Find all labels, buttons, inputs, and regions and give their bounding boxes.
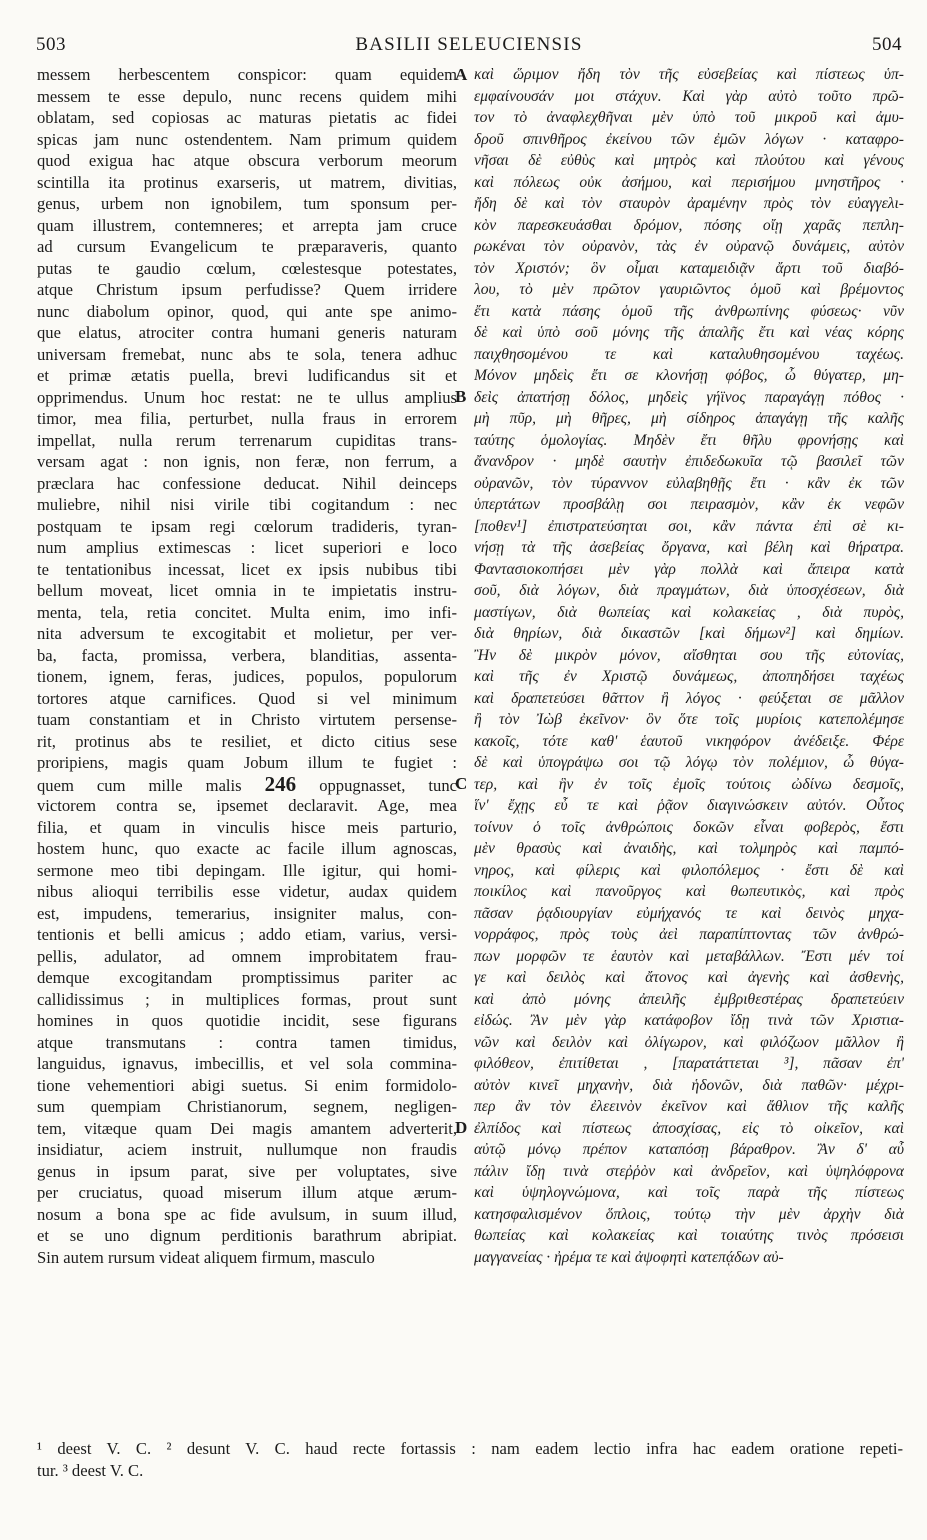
greek-text-line: πων μορφῶν τε ἑαυτὸν καὶ μεταβάλλων. Ἔστι μέν τοί bbox=[474, 947, 904, 965]
greek-text-line: κακοῖς, τότε καθ' ἑαυτοῦ νικηφόρον ἀνέδειξε. Φέρε bbox=[474, 732, 904, 750]
latin-text-line: universam fremebat, nunc abs te sola, tenera adhuc bbox=[37, 344, 457, 364]
greek-text-line: φιλόθεον, ἐπιτίθεται , [παρατάττεται ³], πᾶσαν ἐπ' bbox=[474, 1055, 904, 1072]
footnote-line: tur. ³ deest V. C. bbox=[37, 1461, 144, 1480]
greek-text-line: Μόνον μηδεὶς ἔτι σε κλονήσῃ φόβος, ὦ θύγατερ, μη- bbox=[474, 367, 904, 384]
latin-text-line: ad cursum Evangelicum te præparaveris, quanto bbox=[37, 237, 457, 256]
greek-text-line: πάλιν ἴδῃ τινὰ στεῤῥὸν καὶ ἀνδρεῖον, καὶ ὑψηλόφρονα bbox=[474, 1162, 904, 1180]
greek-text-line: καὶ δραπετεύσει θᾶττον ἢ λόγος · φεύξεται σε μᾶλλον bbox=[474, 689, 904, 707]
latin-text-line: nosum a bona spe ac fide avulsum, in suum illud, bbox=[37, 1204, 457, 1224]
greek-text-line: ἵν' ἔχῃς εὖ τε καὶ ῥᾷον διαγινώσκειν αὐτόν. Οὗτος bbox=[474, 797, 904, 814]
greek-text-line: ἄνανδρον · μηδὲ σαυτὴν ἐπιδεδωκυῖα τῷ βασιλεῖ τῶν bbox=[474, 453, 904, 470]
latin-text-line: muliebre, nihil nisi virile tibi cogitandum : nec bbox=[37, 495, 457, 514]
greek-text-line: κατησφαλισμένον ὅπλοις, τούτῳ τὴν μὲν ἀρχὴν διὰ bbox=[474, 1205, 904, 1223]
greek-text-line: μὲν θρασὺς καὶ ἀναιδὴς, καὶ τολμηρὸς καὶ παμπό- bbox=[474, 840, 904, 857]
page-number-left: 503 bbox=[36, 34, 66, 55]
latin-text-line: que elatus, atrociter contra humani generis naturam bbox=[37, 323, 457, 342]
greek-text-line: τον τὸ ἀναφλεχθῆναι μὲν ὑπὸ τοῦ μικροῦ καὶ ἀμυ- bbox=[474, 109, 904, 126]
latin-text-line: hostem hunc, quo exacte ac facile illum agnoscas, bbox=[37, 839, 457, 858]
greek-text-line: ὑπερτάτων προσβάλῃ σοι πειρασμὸν, κἂν ἐκ νεφῶν bbox=[474, 496, 904, 513]
margin-marker-a: A bbox=[455, 65, 468, 84]
greek-text-line: νορράφος, πρὸς τοὺς ἀεὶ παραπίπτοντας τῶν ἀνθρώ- bbox=[474, 926, 904, 943]
greek-text-line: καὶ ὑψηλογνώμονα, καὶ τοῖς παρὰ τῆς πίστεως bbox=[474, 1184, 904, 1201]
latin-text-line: filia, et quam in vinculis hisce meis parturio, bbox=[37, 817, 457, 837]
latin-text-line: oblatam, sed copiosas ac maturas pietatis ac fidei bbox=[37, 108, 457, 127]
greek-text-line: νήσῃ τὰ τῆς ἀσεβείας ὄργανα, καὶ βέλη καὶ θήρατρα. bbox=[474, 539, 904, 556]
latin-text-line: callidissimus ; in multiplices formas, prout sunt bbox=[37, 989, 457, 1009]
latin-text-line: atque Christum ipsum perfudisse? Quem irridere bbox=[37, 280, 457, 299]
latin-text-line: tionem, ignem, feras, judices, populos, populorum bbox=[37, 667, 457, 686]
greek-text-line: δὲ καὶ ὑπογράψω σοι τῷ λόγῳ τὸν πολέμιον, ὦ θύγα- bbox=[474, 754, 904, 771]
latin-text-line: impellat, nulla rerum terrenarum cupiditas trans- bbox=[37, 430, 457, 450]
greek-text-line: τὸν Χριστόν; ὃν οἶμαι καταμειδιᾷν ἄρτι τοῦ διαβό- bbox=[474, 259, 904, 277]
latin-text-line: Sin autem rursum videat aliquem firmum, masculo bbox=[37, 1247, 375, 1267]
margin-marker-c: C bbox=[455, 774, 468, 793]
greek-text-line: [ποθεν¹] ἐπιστρατεύσηται σοι, κἂν πάντα ἐπὶ σὲ κι- bbox=[474, 517, 904, 535]
greek-text-line: τοίνυν ὁ τοῖς ἀνθρώποις δοκῶν εἶναι φοβερὸς, ἔστι bbox=[474, 818, 904, 836]
latin-text-line: quam illustrem, contemneres; et arrepta jam cruce bbox=[37, 215, 457, 235]
page-number-right: 504 bbox=[872, 34, 902, 55]
greek-text-line: μαγγανείας · ἠρέμα τε καὶ ἀψοφητὶ κατεπᾴδων αὐ- bbox=[474, 1248, 784, 1266]
greek-column bbox=[474, 64, 904, 1268]
latin-text-line: genus, urbem non ignobilem, tum sponsum per- bbox=[37, 194, 457, 213]
latin-text-line: postquam te ipsam regi cœlorum tradideris, tyran- bbox=[37, 516, 457, 536]
latin-text-line: nibus alioqui terribilis esse videtur, audax quidem bbox=[37, 882, 457, 901]
greek-text-line: Ἢν δὲ μικρὸν μόνον, αἴσθηται σου τῆς εὐτονίας, bbox=[474, 646, 904, 664]
greek-text-line: Φαντασιοκοπήσει μὲν γὰρ πολλὰ καὶ ἄπειρα κατὰ bbox=[474, 560, 904, 578]
greek-text-line: εμφαίνουσάν μοι στάχυν. Καὶ γὰρ αὐτὸ τοῦτο πρῶ- bbox=[474, 87, 904, 105]
greek-text-line: αὐτῷ μόνῳ πρέπον καταπόσῃ βάραθρον. Ἂν δ' αὖ bbox=[474, 1141, 904, 1158]
latin-text-line: victorem contra se, ipsemet declaravit. Age, mea bbox=[37, 796, 457, 815]
latin-text-line: versam agat : non ignis, non feræ, non ferrum, a bbox=[37, 452, 457, 471]
latin-text-line: tortores atque carnifices. Quod si vel minimum bbox=[37, 688, 457, 708]
greek-text-line: ἐλπίδος καὶ πίστεως ἀποσχίσας, εἰς τὸ οἰκεῖον, καὶ bbox=[474, 1119, 904, 1137]
page-header bbox=[36, 34, 902, 62]
greek-text-line: λου, τὸ μὲν πρῶτον γαυριῶντος ὁμοῦ καὶ βρέμοντος bbox=[474, 281, 904, 298]
margin-marker-d: D bbox=[455, 1118, 468, 1137]
greek-text-line: περ ἂν τὸν ἐλεεινὸν ἐκεῖνον καὶ ἄθλιον τῆς καλῆς bbox=[474, 1098, 904, 1115]
latin-text-line: bellum moveat, licet omnia in te impietatis instru- bbox=[37, 581, 457, 600]
greek-text-line: ρωκέναι τὸν οὐρανὸν, τὰς ἐν οὐρανῷ δυνάμεις, αὐτὸν bbox=[474, 238, 904, 255]
latin-text-line: menta, tela, retia concitet. Multa enim, imo infi- bbox=[37, 602, 457, 622]
latin-text-line: messem te esse depulo, nunc recens quidem mihi bbox=[37, 86, 457, 106]
footnote-line: ¹ deest V. C. ² desunt V. C. haud recte fortassis : nam eadem lectio infra hac eadem oratione repeti- bbox=[37, 1439, 903, 1458]
latin-text-line: nita adversum te excogitabit et molietur, per ver- bbox=[37, 624, 457, 643]
latin-text-line: nunc diabolum opinor, quod, qui ante spe animo- bbox=[37, 301, 457, 321]
greek-text-line: εἰδώς. Ἂν μὲν γὰρ κατάφοβον ἴδῃ τινὰ τῶν Χριστια- bbox=[474, 1012, 904, 1029]
latin-text-line: sermone meo tibi depingam. Ille igitur, qui homi- bbox=[37, 860, 457, 880]
latin-text-line: num amplius extimescas : licet superiori e loco bbox=[37, 538, 457, 557]
source-page-number: 246 bbox=[264, 773, 297, 795]
latin-text-line: quod exigua hac atque obscura verborum meorum bbox=[37, 151, 457, 170]
greek-text-line: ἤδη δὲ καὶ τὸν σταυρὸν ἀραμένην πρὸς τὸν εὐαγγελι- bbox=[474, 195, 904, 212]
greek-text-line: αὐτὸν κινεῖ μηχανὴν, διὰ ἡδονῶν, διὰ παθῶν· μέχρι- bbox=[474, 1076, 904, 1094]
greek-text-line: πᾶσαν ῥᾳδιουργίαν εὐμήχανός τε καὶ δεινὸς μηχα- bbox=[474, 904, 904, 922]
latin-text-line: tuam constantiam et in Christo virtutem persense- bbox=[37, 710, 457, 729]
latin-text-line: rit, protinus abs te resiliet, et dicto citius sese bbox=[37, 731, 457, 751]
latin-text-line: pellis, adulator, ad omnem improbitatem frau- bbox=[37, 946, 457, 966]
latin-text-line bbox=[37, 774, 457, 796]
greek-text-line: γε καὶ δειλὸς καὶ ἄτονος καὶ ἀγενὴς καὶ ἀσθενὴς, bbox=[474, 969, 904, 986]
greek-text-line: νῶν καὶ δειλὸν καὶ ὀλίγωρον, καὶ φιλόζωον μᾶλλον ἢ bbox=[474, 1033, 904, 1051]
latin-text-line: te tentationibus incessat, licet ex ipsis nubibus tibi bbox=[37, 559, 457, 579]
latin-text-line: atque transmutans : contra tamen timidus, bbox=[37, 1032, 457, 1052]
greek-text-line: οὐρανῶν, τὸν τύραννον εὐλαβηθῇς ἔτι · κἂν ἐκ τῶν bbox=[474, 474, 904, 492]
greek-text-line: καὶ ὥριμον ἤδη τὸν τῆς εὐσεβείας καὶ πίστεως ὑπ- bbox=[474, 66, 904, 83]
greek-text-line: κὸν παρεσκευάσθαι δρόμον, πόσης οἴῃ χαρᾶς πεπλη- bbox=[474, 216, 904, 234]
latin-line-text: oppugnasset, tunc bbox=[319, 775, 457, 795]
latin-column bbox=[37, 64, 457, 1268]
greek-text-line: νηρος, καὶ φίλερις καὶ φιλοπόλεμος · ἔστι δὲ καὶ bbox=[474, 861, 904, 879]
greek-text-line: ποικίλος καὶ πανοῦργος καὶ θωπευτικὸς, καὶ πρὸς bbox=[474, 883, 904, 900]
latin-text-line: sum quempiam Christianorum, segnem, negligen- bbox=[37, 1097, 457, 1116]
latin-text-line: præclara hac confessione deducat. Nihil deinceps bbox=[37, 473, 457, 493]
greek-text-line: σοῦ, διὰ λόγων, διὰ πραγμάτων, διὰ ὑποσχέσεων, διὰ bbox=[474, 582, 904, 599]
greek-text-line: δεὶς ἀπατήσῃ δόλος, μηδεὶς γήϊνος παραγάγῃ πόθος · bbox=[474, 388, 904, 406]
footnotes bbox=[37, 1438, 903, 1482]
greek-text-line: μαστίγων, διὰ θωπείας καὶ κολακείας , διὰ πυρὸς, bbox=[474, 603, 904, 621]
latin-text-line: per cruciatus, quoad miserum illum atque ærum- bbox=[37, 1183, 457, 1202]
greek-text-line: καὶ τῆς ἐν Χριστῷ δυνάμεως, ἀποπηδήσει ταχέως bbox=[474, 668, 904, 685]
greek-text-line: μὴ πῦρ, μὴ θῆρες, μὴ σίδηρος ἀπαγάγῃ τῆς καλῆς bbox=[474, 410, 904, 427]
latin-text-line: opprimendus. Unum hoc restat: ne te ullus amplius bbox=[37, 387, 457, 407]
greek-text-line: παιχθησομένου τε καὶ καταλυθησομένου ταχέως. bbox=[474, 345, 904, 363]
greek-text-line: τερ, καὶ ἣν ἐν τοῖς ἐμοῖς τούτοις ὠδίνω δεσμοῖς, bbox=[474, 775, 904, 793]
latin-text-line: et primæ ætatis puella, brevi ludificandus sit et bbox=[37, 366, 457, 385]
latin-text-line: est, impudens, temerarius, insigniter malus, con- bbox=[37, 903, 457, 923]
latin-text-line: et se uno dignum perditionis barathrum abripiat. bbox=[37, 1226, 457, 1245]
greek-text-line: δὲ καὶ ὑπὸ σοῦ μόνης τῆς ἁπαλῆς ἔτι καὶ νέας κόρης bbox=[474, 324, 904, 341]
greek-text-line: ἔτι κατὰ πάσης ὁμοῦ τῆς ἀνθρωπίνης φύσεως· νῦν bbox=[474, 302, 904, 320]
latin-text-line: proripiens, magis quam Jobum illum te fugiet : bbox=[37, 753, 457, 772]
greek-text-line: διὰ θηρίων, διὰ δικαστῶν [καὶ δήμων²] καὶ δημίων. bbox=[474, 625, 904, 642]
latin-text-line: spicas jam nunc ostendentem. Nam primum quidem bbox=[37, 129, 457, 149]
greek-text-line: καὶ ἀπὸ μόνης ἀπειλῆς ἐμβριθεστέρας δραπετεύειν bbox=[474, 990, 904, 1008]
greek-text-line: νῆσαι δὲ εὐθὺς καὶ μητρὸς καὶ πλούτου καὶ γένους bbox=[474, 152, 904, 169]
greek-text-line: δροῦ σπινθῆρος ἐκείνου τῶν ἐμῶν λόγων · καταφρο- bbox=[474, 130, 904, 148]
latin-line-text: quem cum mille malis bbox=[37, 775, 242, 795]
latin-text-line: ba, facta, promissa, verbera, blanditias, assenta- bbox=[37, 645, 457, 665]
latin-text-line: homines in quos quotidie incidit, sese figurans bbox=[37, 1011, 457, 1030]
latin-text-line: tione vehementiori abigi suetus. Si enim formidolo- bbox=[37, 1075, 457, 1095]
latin-text-line: languidus, ignavus, imbecillis, et vel sola commina- bbox=[37, 1054, 457, 1073]
latin-text-line: timor, mea filia, perturbet, nulla fraus in errorem bbox=[37, 409, 457, 428]
latin-text-line: tentionis et belli amicus ; addo etiam, varius, versi- bbox=[37, 925, 457, 944]
greek-text-line: καὶ πόλεως οὐκ ἀσήμου, καὶ περισήμου μνηστῆρος · bbox=[474, 173, 904, 191]
latin-text-line: genus in ipsum parat, sive per voluptates, sive bbox=[37, 1161, 457, 1181]
margin-marker-b: B bbox=[455, 387, 467, 406]
latin-text-line: scintilla ita protinus exarseris, ut matrem, divitias, bbox=[37, 172, 457, 192]
latin-text-line: tem, vitæque quam Dei magis amantem adverterit, bbox=[37, 1118, 457, 1138]
greek-text-line: θωπείας καὶ κολακείας καὶ τοιαύτης τινὸς πρόσεισι bbox=[474, 1227, 904, 1244]
greek-text-line: ἢ τὸν Ἰὼβ ἐκεῖνον· ὃν ὅτε τοῖς μυρίοις κατεπολέμησε bbox=[474, 711, 904, 728]
latin-text-line: putas te gaudio cœlum, cœlestesque potestates, bbox=[37, 258, 457, 278]
greek-text-line: ταύτης ὁμολογίας. Μηδὲν ἔτι θῆλυ φρονήσῃς καὶ bbox=[474, 431, 904, 449]
latin-text-line: insidiatur, aciem instruit, nullumque non fraudis bbox=[37, 1140, 457, 1159]
latin-text-line: messem herbescentem conspicor: quam equidem bbox=[37, 65, 457, 84]
running-title: BASILII SELEUCIENSIS bbox=[355, 34, 583, 55]
latin-text-line: demque excogitandam promptissimus pariter ac bbox=[37, 968, 457, 987]
